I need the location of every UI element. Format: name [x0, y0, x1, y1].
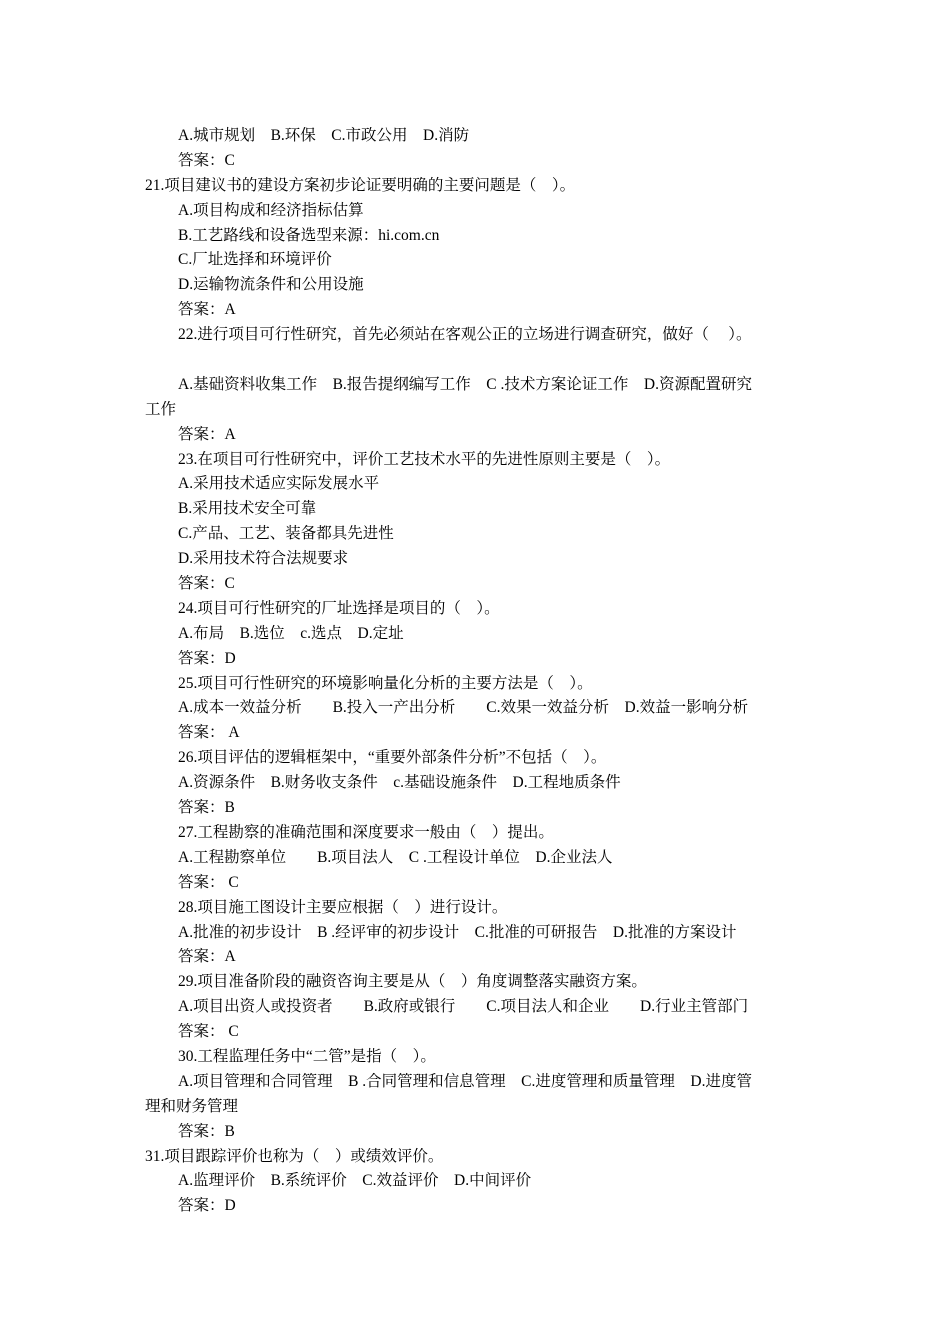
option-line: A.项目出资人或投资者 B.政府或银行 C.项目法人和企业 D.行业主管部门 — [178, 998, 749, 1016]
answer-line: 答案： C — [178, 1023, 239, 1041]
option-line-continuation: 理和财务管理 — [145, 1097, 239, 1115]
option-line: A.监理评价 B.系统评价 C.效益评价 D.中间评价 — [178, 1172, 532, 1190]
option-line-continuation: 工作 — [145, 400, 177, 418]
option-line: D.采用技术符合法规要求 — [178, 550, 349, 568]
option-line: A.成本一效益分析 B.投入一产出分析 C.效果一效益分析 D.效益一影响分析 — [178, 699, 749, 717]
question-24: 24.项目可行性研究的厂址选择是项目的（ ）。 — [178, 599, 500, 617]
answer-line: 答案： C — [178, 873, 239, 891]
question-31: 31.项目跟踪评价也称为（ ）或绩效评价。 — [145, 1147, 444, 1165]
answer-line: 答案：C — [178, 575, 235, 593]
option-line: B.采用技术安全可靠 — [178, 500, 317, 518]
option-line: A.批准的初步设计 B .经评审的初步设计 C.批准的可研报告 D.批准的方案设计 — [178, 923, 737, 941]
question-30: 30.工程监理任务中“二管”是指（ ）。 — [178, 1047, 436, 1065]
answer-line: 答案： A — [178, 724, 240, 742]
answer-line: 答案：A — [178, 425, 236, 443]
blank-line — [0, 348, 950, 373]
question-26: 26.项目评估的逻辑框架中，“重要外部条件分析”不包括（ ）。 — [178, 749, 607, 767]
question-23: 23.在项目可行性研究中，评价工艺技术水平的先进性原则主要是（ ）。 — [178, 450, 671, 468]
option-line: C.厂址选择和环境评价 — [178, 251, 332, 269]
option-line: A.工程勘察单位 B.项目法人 C .工程设计单位 D.企业法人 — [178, 848, 613, 866]
option-line: A.项目管理和合同管理 B .合同管理和信息管理 C.进度管理和质量管理 D.进度管 — [178, 1072, 752, 1090]
option-line: A.采用技术适应实际发展水平 — [178, 475, 380, 493]
answer-line: 答案：B — [178, 799, 235, 817]
option-line: C.产品、工艺、装备都具先进性 — [178, 525, 394, 543]
answer-line: 答案：A — [178, 948, 236, 966]
option-line: A.基础资料收集工作 B.报告提纲编写工作 C .技术方案论证工作 D.资源配置研究 — [178, 375, 752, 393]
option-line: D.运输物流条件和公用设施 — [178, 276, 364, 294]
option-line: A.资源条件 B.财务收支条件 c.基础设施条件 D.工程地质条件 — [178, 774, 621, 792]
answer-line: 答案：B — [178, 1122, 235, 1140]
question-29: 29.项目准备阶段的融资咨询主要是从（ ）角度调整落实融资方案。 — [178, 973, 647, 991]
question-21: 21.项目建议书的建设方案初步论证要明确的主要问题是（ ）。 — [145, 176, 576, 194]
option-line: A.布局 B.选位 c.选点 D.定址 — [178, 624, 404, 642]
question-22: 22.进行项目可行性研究，首先必须站在客观公正的立场进行调查研究，做好（ ）。 — [178, 326, 752, 344]
answer-line: 答案：A — [178, 301, 236, 319]
answer-line: 答案：D — [178, 1197, 236, 1215]
option-line: B.工艺路线和设备选型来源：hi.com.cn — [178, 226, 440, 244]
answer-line: 答案：D — [178, 649, 236, 667]
question-27: 27.工程勘察的准确范围和深度要求一般由（ ）提出。 — [178, 823, 554, 841]
document-page — [0, 124, 950, 1219]
option-line: A.项目构成和经济指标估算 — [178, 201, 364, 219]
question-25: 25.项目可行性研究的环境影响量化分析的主要方法是（ ）。 — [178, 674, 593, 692]
question-28: 28.项目施工图设计主要应根据（ ）进行设计。 — [178, 898, 508, 916]
option-line: A.城市规划 B.环保 C.市政公用 D.消防 — [178, 127, 470, 144]
answer-line: 答案：C — [178, 151, 235, 169]
